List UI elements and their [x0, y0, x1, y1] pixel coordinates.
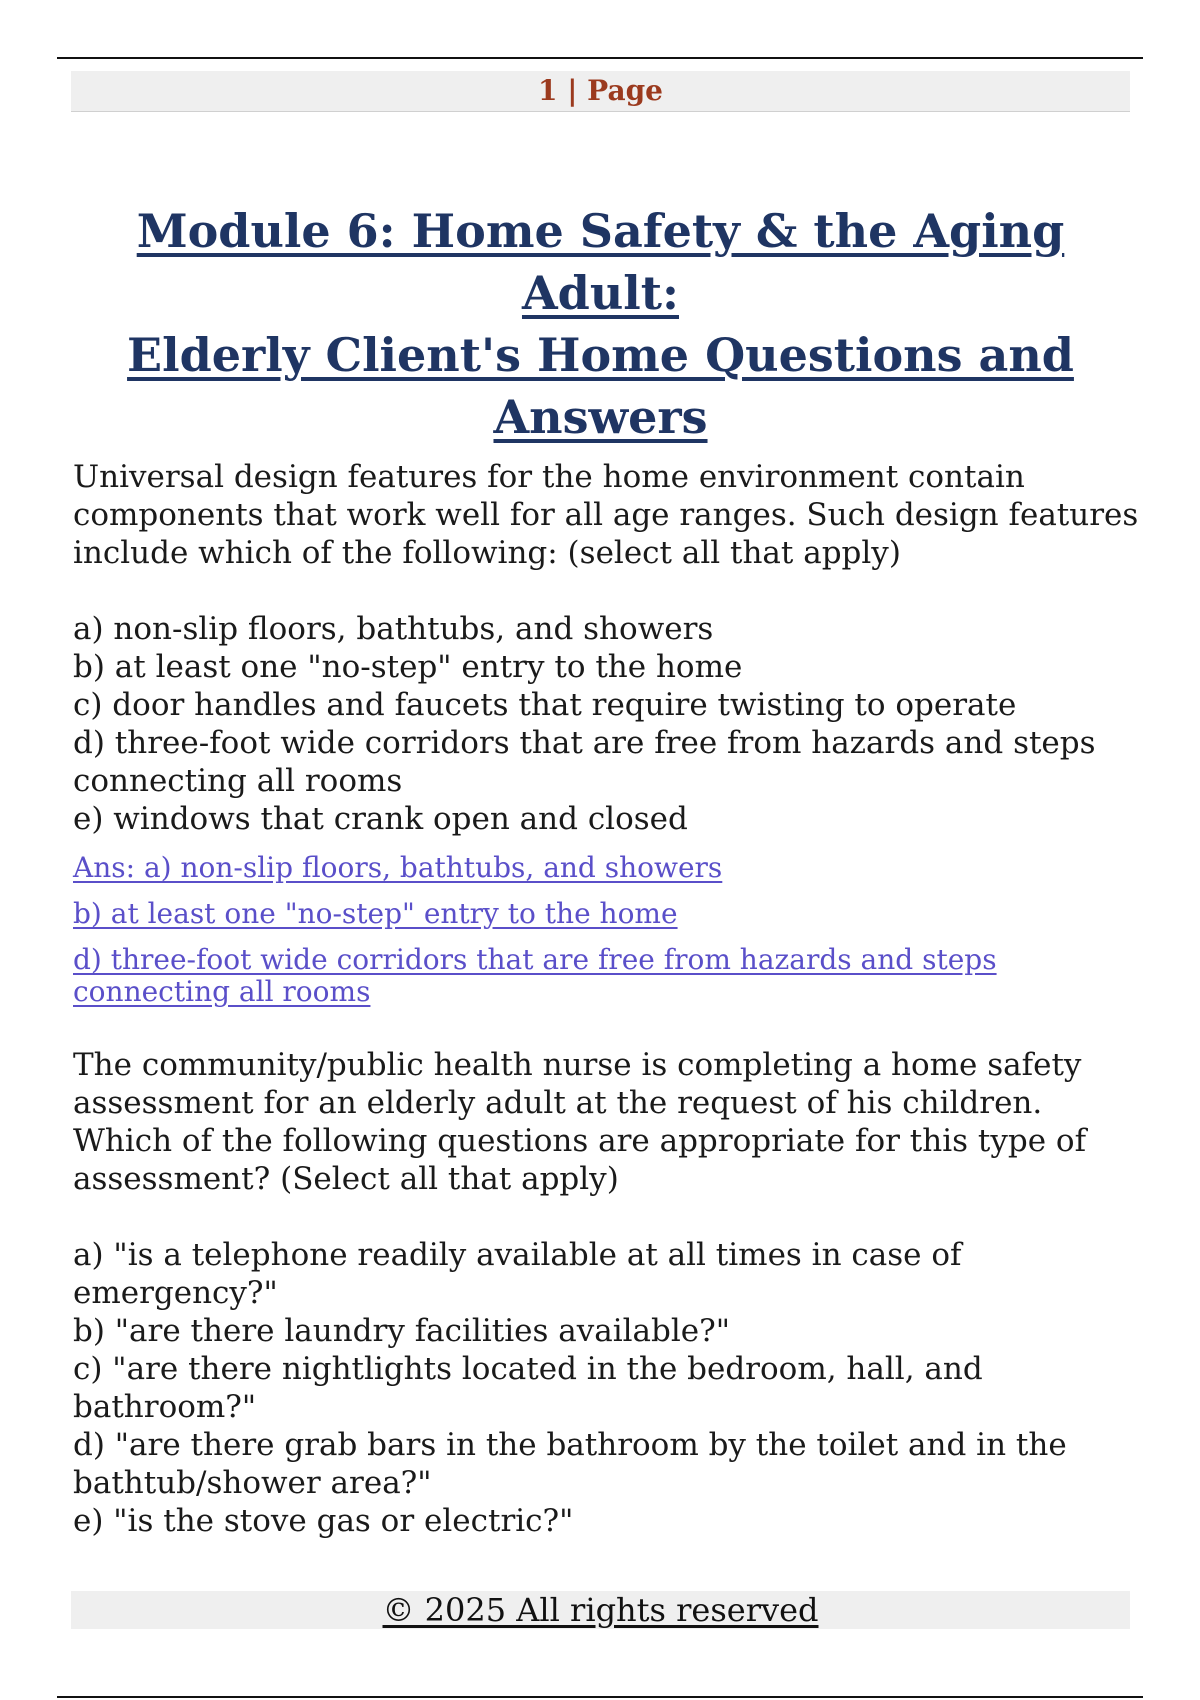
document-body — [73, 458, 1143, 1540]
page-number-label: 1 | Page — [537, 74, 663, 107]
bottom-rule — [57, 1696, 1143, 1698]
question-1-option-d: d) three-foot wide corridors that are free from hazards and steps connecting all rooms — [73, 725, 1096, 799]
question-2-option-a: a) "is a telephone readily available at all times in case of emergency?" — [73, 1237, 962, 1311]
question-1-answer-a: Ans: a) non-slip floors, bathtubs, and showers — [73, 851, 723, 884]
question-1-option-a: a) non-slip floors, bathtubs, and showers — [73, 611, 714, 647]
question-1-stem: Universal design features for the home environment contain components that work well for all age ranges. Such design features include which of the following: (select all that apply) — [73, 459, 1139, 571]
title-line-2: Elderly Client's Home Questions and — [127, 328, 1074, 382]
question-1-option-b: b) at least one "no-step" entry to the home — [73, 649, 743, 685]
question-2-option-b: b) "are there laundry facilities available?" — [73, 1313, 731, 1349]
question-2-stem: The community/public health nurse is completing a home safety assessment for an elderly adult at the request of his children. Which of the following questions are appropriate for this type of assessment? (Select all that apply) — [73, 1047, 1087, 1197]
question-1-option-e: e) windows that crank open and closed — [73, 801, 688, 837]
question-2-option-c: c) "are there nightlights located in the bedroom, hall, and bathroom?" — [73, 1351, 983, 1425]
page-header — [71, 71, 1130, 112]
copyright-notice: © 2025 All rights reserved — [382, 1591, 819, 1629]
question-1-option-c: c) door handles and faucets that require twisting to operate — [73, 687, 1017, 723]
title-line-3: Answers — [493, 390, 708, 444]
top-rule — [57, 57, 1143, 59]
question-2-option-d: d) "are there grab bars in the bathroom by the toilet and in the bathtub/shower area?" — [73, 1427, 1067, 1501]
question-2-option-e: e) "is the stove gas or electric?" — [73, 1503, 574, 1539]
question-1-answer-d: d) three-foot wide corridors that are free from hazards and steps connecting all rooms — [73, 943, 997, 1008]
question-1-answer-b: b) at least one "no-step" entry to the home — [73, 897, 678, 930]
document-title — [71, 200, 1130, 448]
page-footer — [71, 1591, 1130, 1629]
title-line-1: Module 6: Home Safety & the Aging Adult: — [136, 204, 1065, 320]
